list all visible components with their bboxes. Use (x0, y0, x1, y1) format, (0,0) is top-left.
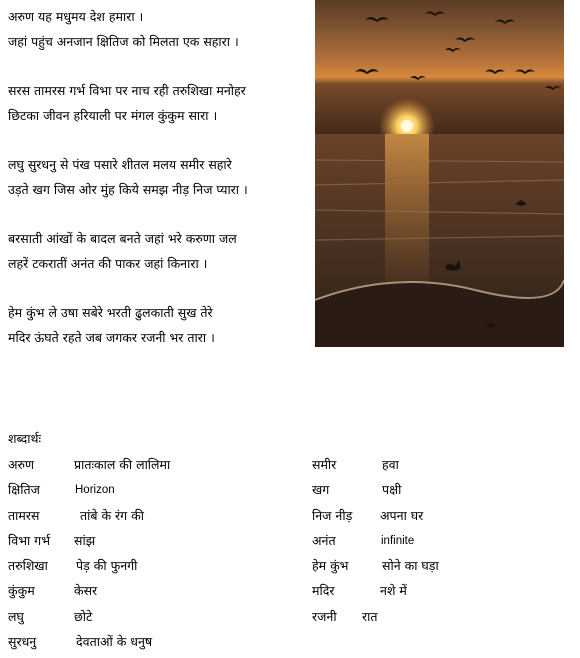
glossary-entry (8, 557, 308, 582)
glossary-word: खग (312, 482, 330, 498)
poem-line: बरसाती आंखों के बादल बनते जहां भरे करुणा जल (8, 231, 237, 246)
glossary-entry (312, 481, 572, 506)
poem-line: सरस तामरस गर्भ विभा पर नाच रही तरुशिखा मनोहर (8, 83, 246, 98)
glossary-entry (8, 633, 308, 658)
glossary-word: सुरधनु (8, 634, 37, 650)
glossary-word: रजनी (312, 608, 337, 624)
glossary-entry (312, 582, 572, 607)
glossary-right-column (312, 456, 572, 633)
glossary-word: हेम कुंभ (312, 558, 349, 574)
glossary-word: अरुण (8, 457, 35, 472)
glossary-meaning: प्रातःकाल की लालिमा (74, 457, 171, 472)
glossary-entry (8, 582, 308, 607)
poem-line: अरुण यह मधुमय देश हमारा । (8, 9, 144, 24)
glossary-entry (8, 456, 308, 481)
glossary-word: तरुशिखा (8, 558, 48, 574)
poem-line: लघु सुरधनु से पंख पसारे शीतल मलय समीर सहारे (8, 157, 232, 172)
sunset-sea-birds-photo (315, 0, 564, 347)
glossary-entry (312, 456, 572, 481)
glossary-entry (312, 608, 572, 633)
glossary-meaning: हवा (382, 457, 399, 472)
glossary-word: मदिर (312, 583, 335, 599)
glossary-entry (312, 532, 572, 557)
poem-line: उड़ते खग जिस ओर मुंह किये समझ नीड़ निज प्यारा । (8, 182, 248, 197)
glossary-entry (8, 608, 308, 633)
glossary-meaning: infinite (381, 534, 415, 547)
glossary-entry (8, 507, 308, 532)
glossary-word: कुंकुम (8, 583, 35, 599)
glossary-word: तामरस (8, 507, 40, 523)
glossary-meaning: अपना घर (380, 507, 424, 523)
glossary-meaning: रात (362, 608, 378, 624)
glossary-meaning: पेड़ की फुनगी (76, 558, 138, 574)
glossary-meaning: देवताओं के धनुष (76, 634, 153, 650)
glossary-meaning: Horizon (75, 484, 115, 497)
glossary-meaning: सोने का घड़ा (382, 558, 439, 574)
poem-line: मदिर ऊंघते रहते जब जगकर रजनी भर तारा । (8, 330, 215, 345)
glossary-entry (312, 507, 572, 532)
poem-line: हेम कुंभ ले उषा सबेरे भरती ढुलकाती सुख तेरे (8, 305, 213, 320)
glossary-meaning: केसर (74, 583, 98, 599)
glossary-entry (8, 481, 308, 506)
poem-line: जहां पहुंच अनजान क्षितिज को मिलता एक सहारा । (8, 34, 239, 49)
glossary-word: विभा गर्भ (8, 532, 51, 548)
glossary-word: समीर (312, 457, 337, 472)
glossary-word: क्षितिज (8, 482, 40, 498)
glossary-word: लघु (8, 608, 24, 624)
glossary-title: शब्दार्थः (8, 431, 42, 446)
glossary-meaning: छोटे (74, 608, 93, 624)
glossary-entry (8, 532, 308, 557)
glossary-meaning: पक्षी (382, 482, 402, 498)
poem (8, 4, 318, 350)
poem-line: छिटका जीवन हरियाली पर मंगल कुंकुम सारा । (8, 108, 218, 123)
poem-line: लहरें टकरातीं अनंत की पाकर जहां किनारा । (8, 256, 208, 271)
glossary-left-column (8, 456, 308, 658)
glossary-entry (312, 557, 572, 582)
glossary-word: अनंत (312, 532, 336, 548)
glossary-meaning: तांबे के रंग की (80, 507, 145, 523)
glossary-meaning: सांझ (74, 532, 96, 548)
glossary-word: निज नीड़ (312, 507, 353, 523)
glossary-meaning: नशे में (380, 583, 407, 599)
